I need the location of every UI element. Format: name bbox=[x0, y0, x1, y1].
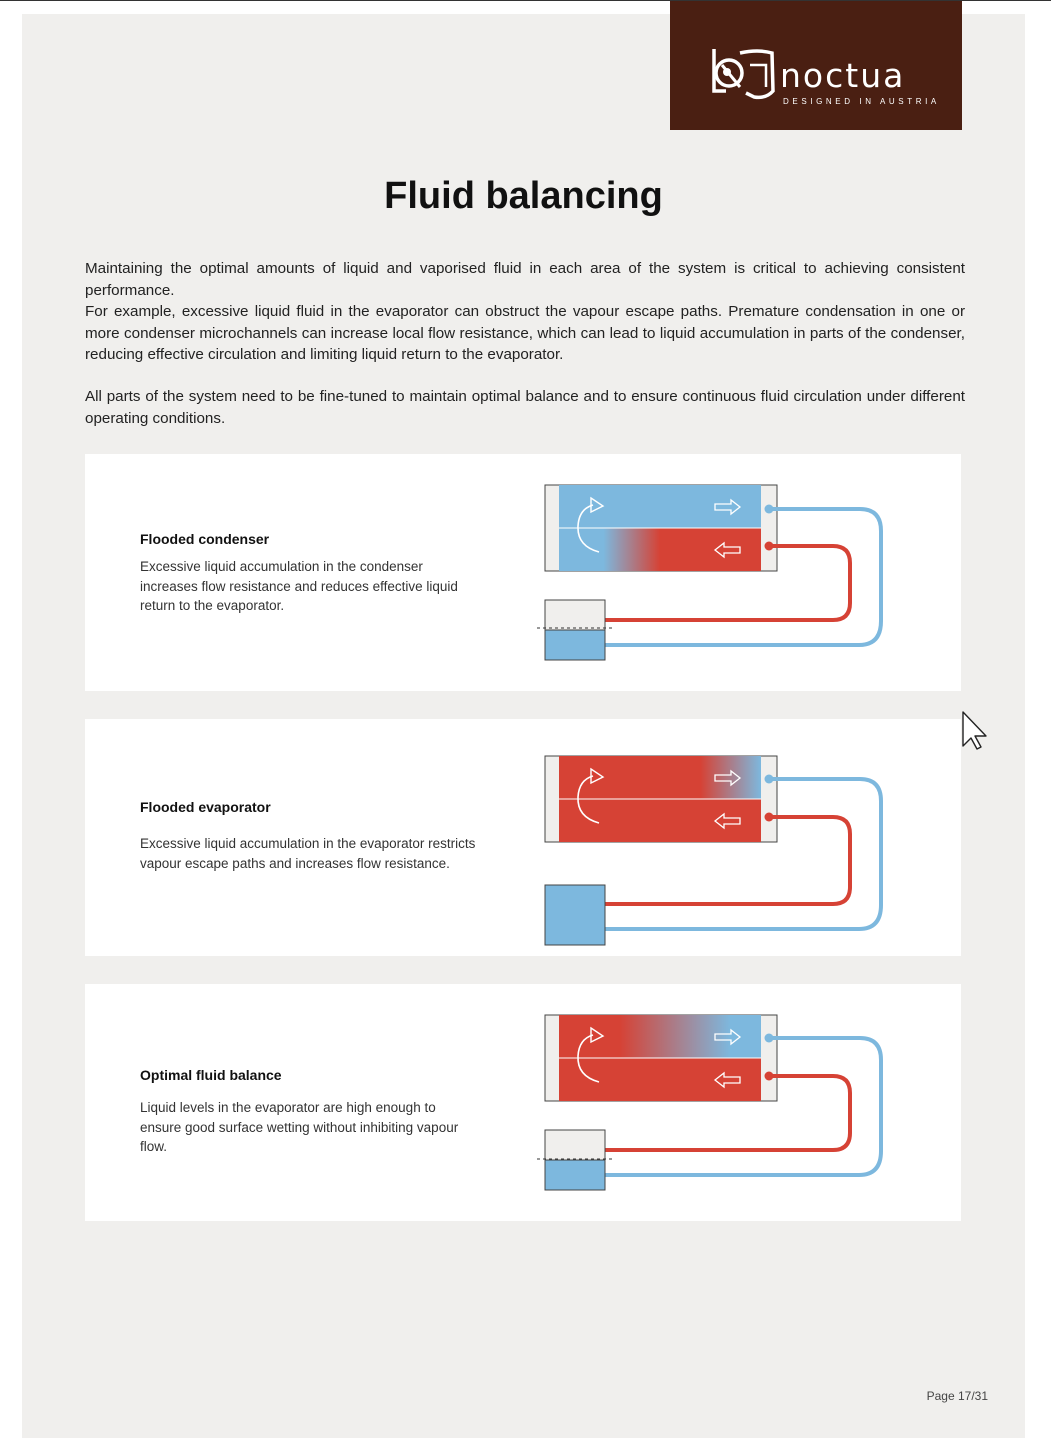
mouse-cursor-icon bbox=[962, 711, 988, 751]
tuning-paragraph: All parts of the system need to be fine-tuned to maintain optimal balance and to ensure continuous fluid circulation under different operating conditions. bbox=[85, 388, 965, 427]
panel-description: Excessive liquid accumulation in the condenser increases flow resistance and reduces effective liquid return to the evaporator. bbox=[140, 559, 458, 613]
page-number: Page 17/31 bbox=[926, 1389, 988, 1403]
panel-description: Excessive liquid accumulation in the evaporator restricts vapour escape paths and increases flow resistance. bbox=[140, 836, 476, 871]
condenser-unit bbox=[545, 1015, 777, 1101]
panel-title: Flooded condenser bbox=[140, 531, 270, 547]
panel-title: Flooded evaporator bbox=[140, 799, 271, 815]
condenser-unit bbox=[545, 756, 777, 842]
reservoir bbox=[537, 600, 615, 660]
brand-tagline: DESIGNED IN AUSTRIA bbox=[783, 97, 940, 106]
panel-flooded-evaporator bbox=[85, 719, 961, 956]
reservoir bbox=[545, 885, 605, 945]
reservoir bbox=[537, 1130, 615, 1190]
intro-paragraph: Maintaining the optimal amounts of liquid and vaporised fluid in each area of the system is critical to achieving consistent performance. bbox=[85, 260, 965, 299]
brand-header bbox=[670, 1, 962, 130]
brand-wordmark: noctua bbox=[780, 56, 906, 95]
flooded-evaporator-diagram bbox=[525, 719, 915, 956]
panel-flooded-condenser bbox=[85, 454, 961, 691]
panel-description: Liquid levels in the evaporator are high enough to ensure good surface wetting without inhibiting vapour flow. bbox=[140, 1100, 459, 1154]
optimal-balance-diagram bbox=[525, 984, 915, 1221]
panel-optimal-fluid-balance bbox=[85, 984, 961, 1221]
condenser-unit bbox=[545, 485, 777, 571]
panel-title: Optimal fluid balance bbox=[140, 1067, 282, 1083]
example-paragraph: For example, excessive liquid fluid in the evaporator can obstruct the vapour escape paths. Premature condensation in one or more condenser microchannels can increase local flow resistance, which can lead to liquid accumulation in parts of the condenser, reducing effective circulation and limiting liquid return to the evaporator. bbox=[85, 303, 965, 363]
page-title: Fluid balancing bbox=[384, 175, 663, 217]
flooded-condenser-diagram bbox=[525, 454, 915, 691]
document-page bbox=[22, 14, 1025, 1438]
